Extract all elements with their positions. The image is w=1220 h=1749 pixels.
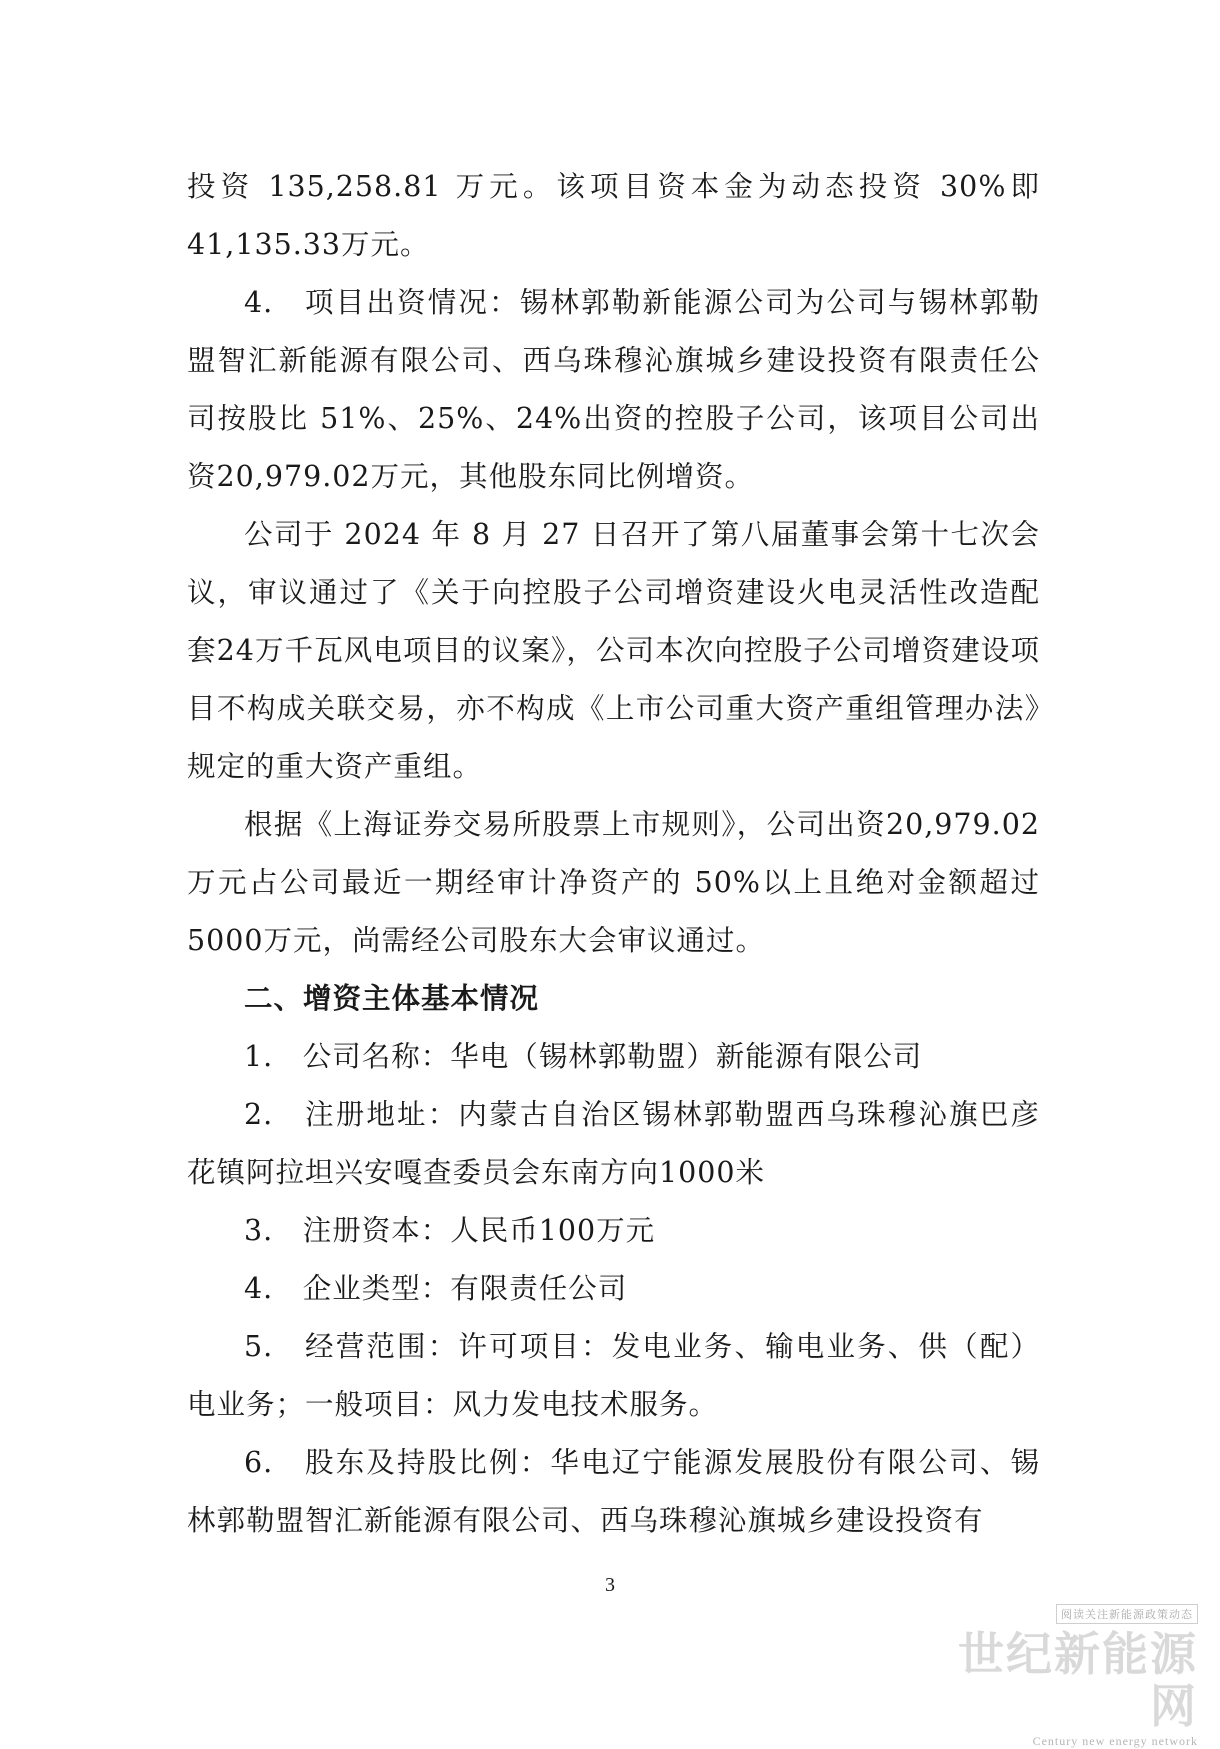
paragraph-investment-total: 投资 135,258.81 万元。该项目资本金为动态投资 30%即41,135.33万元。 [187, 170, 1040, 261]
list-item-registered-address: 2. 注册地址：内蒙古自治区锡林郭勒盟西乌珠穆沁旗巴彦花镇阿拉坦兴安嘎查委员会东南方向1000米 [187, 1098, 1040, 1189]
list-item-business-scope: 5. 经营范围：许可项目：发电业务、输电业务、供（配）电业务；一般项目：风力发电技术服务。 [187, 1330, 1040, 1421]
list-item-registered-capital: 3. 注册资本：人民币100万元 [244, 1214, 656, 1247]
list-item-company-name: 1. 公司名称：华电（锡林郭勒盟）新能源有限公司 [244, 1040, 923, 1073]
paragraph-listing-rules: 根据《上海证券交易所股票上市规则》，公司出资20,979.02万元占公司最近一期经审计净资产的 50%以上且绝对金额超过5000万元，尚需经公司股东大会审议通过。 [187, 808, 1040, 957]
section-heading: 二、增资主体基本情况 [244, 982, 540, 1015]
watermark-tagline: 阅读关注新能源政策动态 [1056, 1604, 1198, 1624]
page-number: 3 [605, 1574, 615, 1596]
watermark-logo-text: 世纪新能源网 [958, 1627, 1198, 1733]
watermark-subtitle: Century new energy network [1032, 1734, 1198, 1748]
paragraph-board-meeting: 公司于 2024 年 8 月 27 日召开了第八届董事会第十七次会议，审议通过了《关于向控股子公司增资建设火电灵活性改造配套24万千瓦风电项目的议案》，公司本次向控股子公司增资建设项目不构成关联交易，亦不构成《上市公司重大资产重组管理办法》规定的重大资产重组。 [187, 518, 1040, 783]
watermark [948, 1603, 1198, 1748]
document-body [187, 158, 1040, 1550]
list-item-shareholders: 6. 股东及持股比例：华电辽宁能源发展股份有限公司、锡林郭勒盟智汇新能源有限公司、西乌珠穆沁旗城乡建设投资有 [187, 1446, 1040, 1537]
list-item-company-type: 4. 企业类型：有限责任公司 [244, 1272, 628, 1305]
paragraph-funding-status: 4. 项目出资情况：锡林郭勒新能源公司为公司与锡林郭勒盟智汇新能源有限公司、西乌珠穆沁旗城乡建设投资有限责任公司按股比 51%、25%、24%出资的控股子公司，该项目公司出资20,979.02万元，其他股东同比例增资。 [187, 286, 1040, 493]
